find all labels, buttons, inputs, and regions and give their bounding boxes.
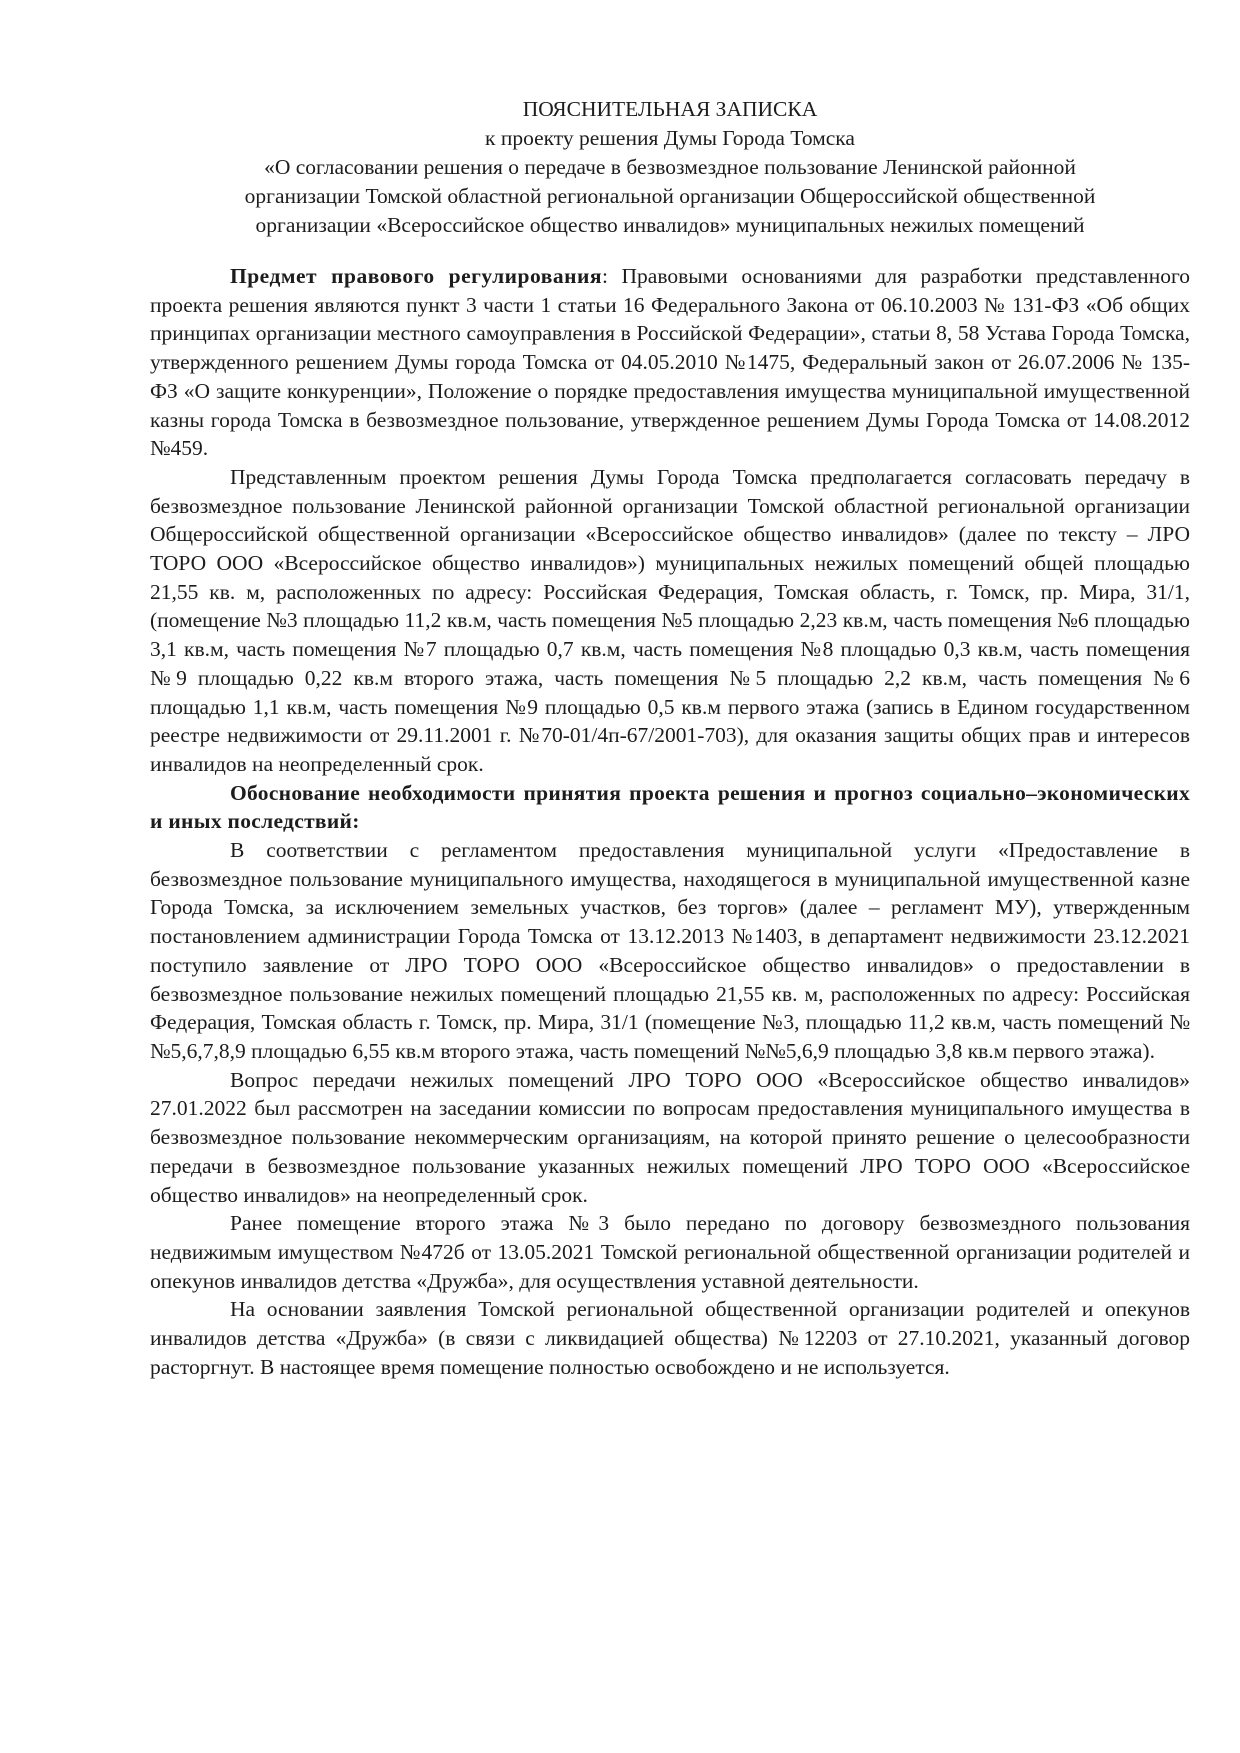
subject-line-3: организации «Всероссийское общество инвалидов» муниципальных нежилых помещений: [255, 213, 1085, 237]
paragraph-regulation-subject: [150, 262, 1190, 463]
regulation-subject-text: : Правовыми основаниями для разработки представленного проекта решения являются пункт 3 части 1 статьи 16 Федерального Закона от 06.10.2003 № 131-ФЗ «Об общих принципах организации местного самоуправления в Российской Федерации», статьи 8, 58 Устава Города Томска, утвержденного решением Думы города Томска от 04.05.2010 №1475, Федеральный закон от 26.07.2006 № 135-ФЗ «О защите конкуренции», Положение о порядке предоставления имущества муниципальной имущественной казны города Томска в безвозмездное пользование, утвержденное решением Думы Города Томска от 14.08.2012 №459.: [150, 264, 1190, 461]
paragraph-project: Представленным проектом решения Думы Города Томска предполагается согласовать передачу в безвозмездное пользование Ленинской районной организации Томской областной региональной организации Общероссийской общественной организации «Всероссийское общество инвалидов» (далее по тексту – ЛРО ТОРО ООО «Всероссийское общество инвалидов») муниципальных нежилых помещений общей площадью 21,55 кв. м, расположенных по адресу: Российская Федерация, Томская область, г. Томск, пр. Мира, 31/1, (помещение №3 площадью 11,2 кв.м, часть помещения №5 площадью 2,23 кв.м, часть помещения №6 площадью 3,1 кв.м, часть помещения №7 площадью 0,7 кв.м, часть помещения №8 площадью 0,3 кв.м, часть помещения №9 площадью 0,22 кв.м второго этажа, часть помещения №5 площадью 2,2 кв.м, часть помещения №6 площадью 1,1 кв.м, часть помещения №9 площадью 0,5 кв.м первого этажа (запись в Едином государственном реестре недвижимости от 29.11.2001 г. №70-01/4п-67/2001-703), для оказания защиты общих прав и интересов инвалидов на неопределенный срок.: [150, 464, 1190, 776]
document-body: [150, 262, 1190, 1381]
document-title: ПОЯСНИТЕЛЬНАЯ ЗАПИСКА: [522, 97, 818, 121]
subject-line-1: «О согласовании решения о передаче в безвозмездное пользование Ленинской районной: [264, 155, 1076, 179]
paragraph-contract-termination: На основании заявления Томской региональной общественной организации родителей и опекунов инвалидов детства «Дружба» (в связи с ликвидацией общества) №12203 от 27.10.2021, указанный договор расторгнут. В настоящее время помещение полностью освобождено и не используется.: [150, 1297, 1190, 1379]
paragraph-regulation-service: В соответствии с регламентом предоставления муниципальной услуги «Предоставление в безвозмездное пользование муниципального имущества, находящегося в муниципальной имущественной казне Города Томска, за исключением земельных участков, без торгов» (далее – регламент МУ), утвержденным постановлением администрации Города Томска от 13.12.2013 №1403, в департамент недвижимости 23.12.2021 поступило заявление от ЛРО ТОРО ООО «Всероссийское общество инвалидов» о предоставлении в безвозмездное пользование нежилых помещений площадью 21,55 кв. м, расположенных по адресу: Российская Федерация, Томская область г. Томск, пр. Мира, 31/1 (помещение №3, площадью 11,2 кв.м, часть помещений №№5,6,7,8,9 площадью 6,55 кв.м второго этажа, часть помещений №№5,6,9 площадью 3,8 кв.м первого этажа).: [150, 838, 1190, 1063]
justification-heading: Обоснование необходимости принятия проекта решения и прогноз социально–экономических и иных последствий:: [150, 780, 1190, 834]
document-subtitle: к проекту решения Думы Города Томска: [485, 126, 855, 150]
regulation-subject-heading: Предмет правового регулирования: [230, 264, 602, 288]
paragraph-commission: Вопрос передачи нежилых помещений ЛРО ТОРО ООО «Всероссийское общество инвалидов» 27.01.2022 был рассмотрен на заседании комиссии по вопросам предоставления муниципального имущества в безвозмездное пользование некоммерческим организациям, на которой принято решение о целесообразности передачи в безвозмездное пользование указанных нежилых помещений ЛРО ТОРО ООО «Всероссийское общество инвалидов» на неопределенный срок.: [150, 1067, 1190, 1207]
paragraph-previous-contract: Ранее помещение второго этажа №3 было передано по договору безвозмездного пользования недвижимым имуществом №472б от 13.05.2021 Томской региональной общественной организации родителей и опекунов инвалидов детства «Дружба», для осуществления уставной деятельности.: [150, 1211, 1190, 1293]
document-header: [150, 95, 1190, 240]
subject-line-2: организации Томской областной региональной организации Общероссийской общественной: [244, 184, 1096, 208]
